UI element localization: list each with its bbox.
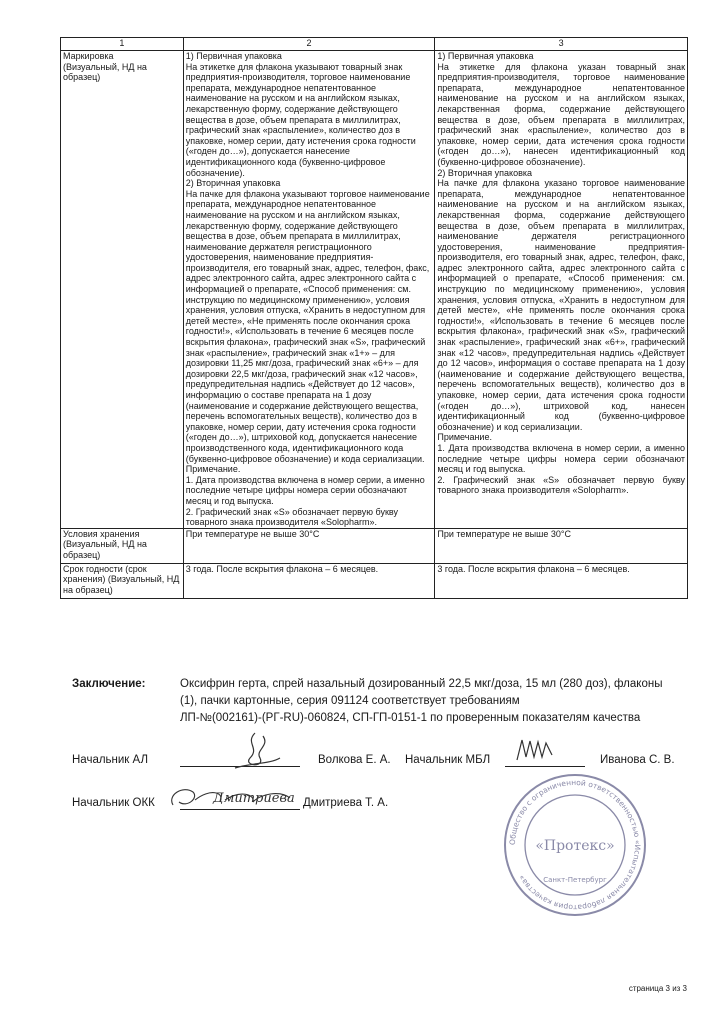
- row-label: Условия хранения (Визуальный, НД на образец): [61, 528, 184, 563]
- requirement-cell: 3 года. После вскрытия флакона – 6 месяцев.: [183, 563, 435, 598]
- signature-line: [505, 766, 585, 767]
- page-number: страница 3 из 3: [628, 984, 687, 993]
- results-table: [60, 37, 688, 599]
- row-label: Срок годности (срок хранения) (Визуальный, НД на образец): [61, 563, 184, 598]
- table-row-labeling: [61, 51, 688, 529]
- table-row-storage: [61, 528, 688, 563]
- signature-okk-text: Дмитриева: [213, 791, 295, 806]
- signature-title-mbl: Начальник МБЛ: [405, 754, 491, 766]
- stamp-city-text: Санкт-Петербург: [543, 876, 607, 884]
- conclusion-label: Заключение:: [72, 678, 146, 690]
- table-row-shelf-life: [61, 563, 688, 598]
- signature-name-mbl: Иванова С. В.: [600, 754, 675, 766]
- signature-name-al: Волкова Е. А.: [318, 754, 391, 766]
- signature-mark-al: [225, 728, 285, 778]
- column-header: 3: [435, 38, 688, 51]
- row-label: Маркировка (Визуальный, НД на образец): [61, 51, 184, 529]
- signature-title-al: Начальник АЛ: [72, 754, 149, 766]
- signature-title-okk: Начальник ОКК: [72, 797, 155, 809]
- column-header: 1: [61, 38, 184, 51]
- stamp-center-text: «Протекс»: [535, 838, 615, 854]
- column-header: 2: [183, 38, 435, 51]
- conclusion-text: Оксифрин герта, спрей назальный дозированный 22,5 мкг/доза, 15 мл (280 доз), флаконы (1), пачки картонные, серия 091124 соответствует требованиям ЛП-№(002161)-(РГ-RU)-060824, СП-ГП-0151-1 по проверенным показателям качества: [180, 678, 663, 724]
- round-stamp: [500, 770, 650, 920]
- signature-mark-mbl: [512, 735, 557, 765]
- requirement-cell: При температуре не выше 30°С: [183, 528, 435, 563]
- requirement-cell: 1) Первичная упаковка На этикетке для флакона указывают товарный знак предприятия-производителя, торговое наименование препарата, международное непатентованное наименование на русском и на английском языках, лекарственную форму, содержание действующего вещества в дозе, объем препарата в миллилитрах, графический знак «распыление», количество доз в упаковке, номер серии, дату истечения срока годности («годен до…»), допускается нанесение идентификационного кода (буквенно-цифровое обозначение). 2) Вторичная упаковка На пачке для флакона указывают торговое наименование препарата, международное непатентованное наименование на русском и на английском языках, лекарственную форму, содержание действующего вещества в дозе, объем препарата в миллилитрах, наименование держателя регистрационного удостоверения, наименование предприятия-производителя, его товарный знак, адрес, телефон, факс, адрес электронного сайта, адрес электронного сайта с информацией о препарате, «Способ применения: см. инструкцию по медицинскому применению», условия хранения, условия отпуска, «Хранить в недоступном для детей месте», «Не применять после окончания срока годности!», «Использовать в течение 6 месяцев после вскрытия флакона», графический знак «S», графический знак «распыление», графический знак «1+» – для дозировки 11,25 мкг/доза, графический знак «6+» – для дозировки 22,5 мкг/доза, графический знак «12 часов», предупредительная надпись «Действует до 12 часов», информацию о составе препарата на 1 дозу (наименование и содержание действующего вещества, перечень вспомогательных веществ), количество доз в упаковке, номер серии, дату истечения срока годности («годен до…»), штриховой код, допускается нанесение производственного кода, идентификационного кода (буквенно-цифровое обозначение) и кода сериализации. Примечание. 1. Дата производства включена в номер серии, а именно последние четыре цифры номера серии обозначают месяц и год выпуска. 2. Графический знак «S» обозначает первую букву товарного знака производителя «Solopharm».: [183, 51, 435, 529]
- result-cell: 1) Первичная упаковка На этикетке для флакона указан товарный знак предприятия-производителя, торговое наименование препарата, международное непатентованное наименование на русском и на английском языках, лекарственная форма, содержание действующего вещества в дозе, объем препарата в миллилитрах, графический знак «распыление», количество доз в упаковке, номер серии, дата истечения срока годности («годен до…»), нанесен идентификационный код (буквенно-цифровое обозначение). 2) Вторичная упаковка На пачке для флакона указано торговое наименование препарата, международное непатентованное наименование на русском и на английском языках, лекарственная форма, содержание действующего вещества в дозе, объем препарата в миллилитрах, наименование держателя регистрационного удостоверения, наименование предприятия-производителя, его товарный знак, адрес, телефон, факс, адрес электронного сайта, адрес электронного сайта с информацией о препарате, «Способ применения: см. инструкцию по медицинскому применению», условия хранения, условия отпуска, «Хранить в недоступном для детей месте», «Не применять после окончания срока годности!», «Использовать в течение 6 месяцев после вскрытия флакона», графический знак «S», графический знак «распыление», графический знак «6+», графический знак «12 часов», предупредительная надпись «Действует до 12 часов», информация о составе препарата на 1 дозу (наименование и содержание действующего вещества, перечень вспомогательных веществ), количество доз в упаковке, номер серии, дата истечения срока годности («годен до…»), штриховой код, нанесен идентификационный код (буквенно-цифровое обозначение) и код сериализации. Примечание. 1. Дата производства включена в номер серии, а именно последние четыре цифры номера серии обозначают месяц и год выпуска. 2. Графический знак «S» обозначает первую букву товарного знака производителя «Solopharm».: [435, 51, 688, 529]
- table-header-row: [61, 38, 688, 51]
- signature-name-okk: Дмитриева Т. А.: [303, 797, 389, 809]
- stamp-ring-text: Общество с ограниченной ответственностью «Испытательная лаборатория качества»: [507, 777, 643, 913]
- result-cell: При температуре не выше 30°С: [435, 528, 688, 563]
- result-cell: 3 года. После вскрытия флакона – 6 месяцев.: [435, 563, 688, 598]
- signature-mark-okk: [165, 780, 300, 815]
